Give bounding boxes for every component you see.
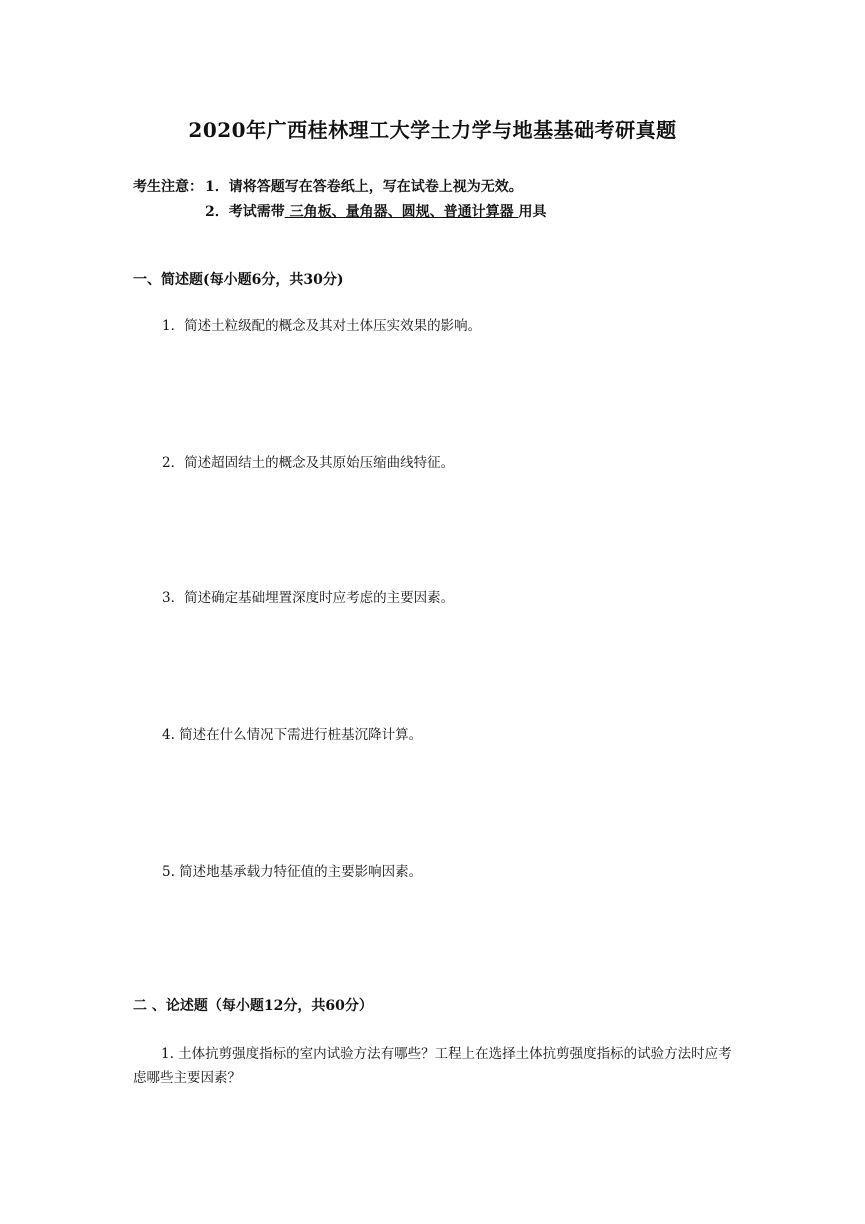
section-2-heading: 二 、论述题（每小题12分，共60分） xyxy=(133,998,373,1014)
notice-line-2-suffix: 用具 xyxy=(518,204,547,220)
notice-label: 考生注意： xyxy=(133,179,203,195)
required-tools: 三角板、量角器、圆规、普通计算器 xyxy=(284,204,519,220)
notice-line-2-prefix: 2．考试需带 xyxy=(205,204,285,220)
short-question-5: 5. 简述地基承载力特征值的主要影响因素。 xyxy=(162,864,423,880)
notice-line-2 xyxy=(205,201,547,221)
essay-question-1: 1. 土体抗剪强度指标的室内试验方法有哪些？工程上在选择土体抗剪强度指标的试验方法时应考虑哪些主要因素？ xyxy=(133,1046,732,1086)
section-1-heading: 一、简述题(每小题6分，共30分) xyxy=(133,272,344,288)
short-question-3: 3．简述确定基础埋置深度时应考虑的主要因素。 xyxy=(162,590,455,606)
short-question-1: 1．简述土粒级配的概念及其对土体压实效果的影响。 xyxy=(162,318,482,334)
notice-line-1: 1．请将答题写在答卷纸上，写在试卷上视为无效。 xyxy=(205,179,523,195)
page-title: 2020年广西桂林理工大学土力学与地基基础考研真题 xyxy=(188,118,677,142)
short-question-4: 4. 简述在什么情况下需进行桩基沉降计算。 xyxy=(162,727,423,743)
short-question-2: 2．简述超固结土的概念及其原始压缩曲线特征。 xyxy=(162,455,455,471)
